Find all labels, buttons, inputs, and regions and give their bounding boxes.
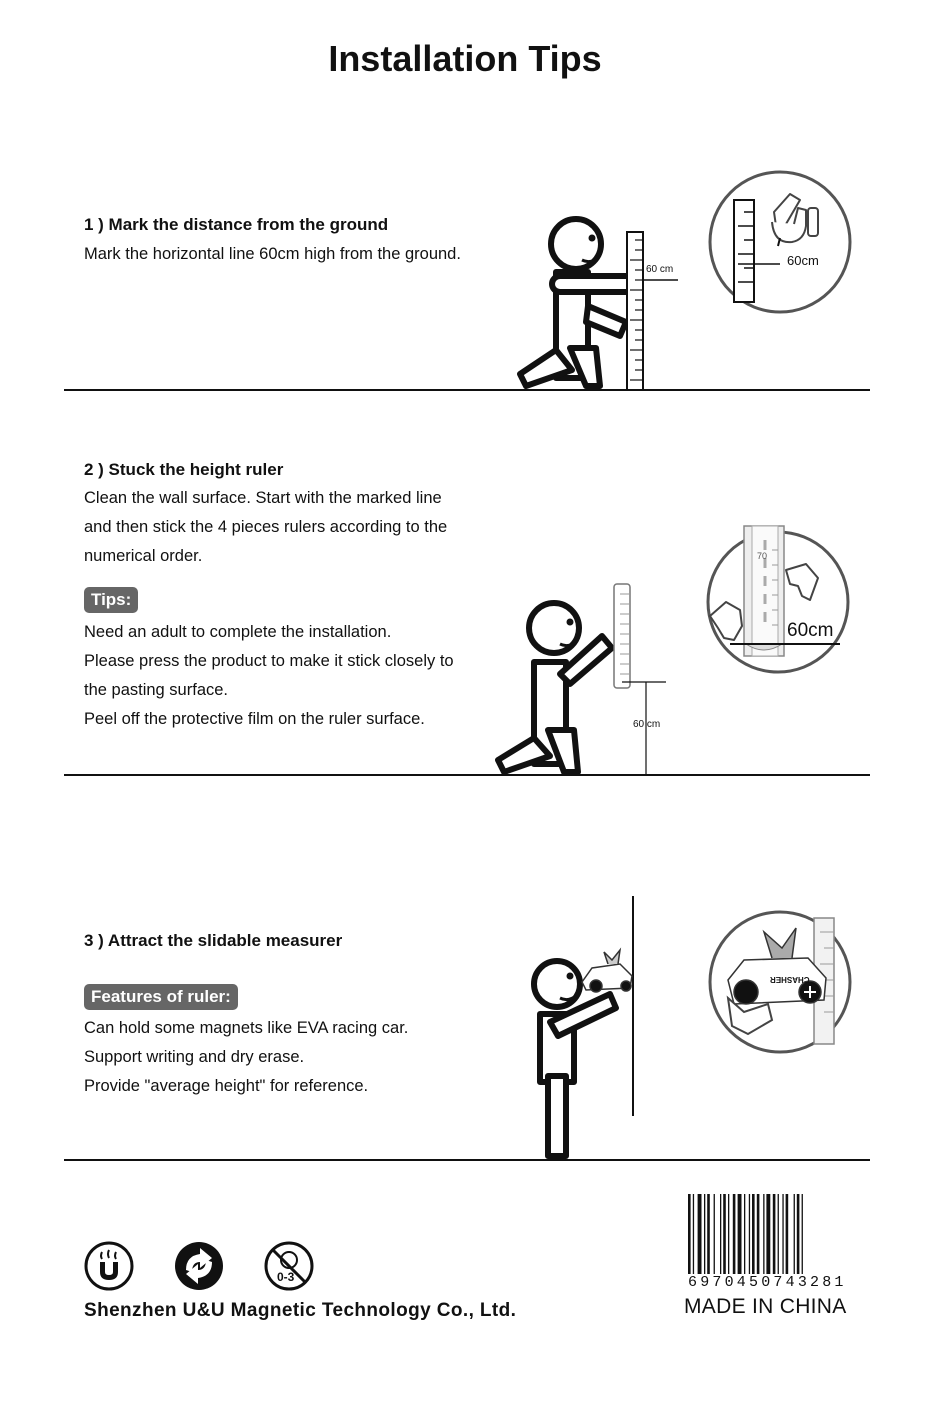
page-title: Installation Tips xyxy=(328,38,602,79)
step1-ruler-label: 60 cm xyxy=(646,264,674,275)
barcode-bar xyxy=(802,1194,803,1274)
tip-4: Peel off the protective film on the ruler surface. xyxy=(84,710,425,728)
step2-ruler-label: 60 cm xyxy=(633,719,661,730)
step1-zoom-label: 60cm xyxy=(787,253,819,268)
barcode-bar xyxy=(749,1194,750,1274)
step2-text-1: Clean the wall surface. Start with the marked line xyxy=(84,489,442,507)
step2-text-2: and then stick the 4 pieces rulers according to the xyxy=(84,518,448,536)
step1-title: 1 ) Mark the distance from the ground xyxy=(84,215,389,234)
step2-zoom-label: 60cm xyxy=(787,620,834,641)
barcode-bar xyxy=(794,1194,795,1274)
tip-2: Please press the product to make it stick closely to xyxy=(84,652,454,670)
barcode-number: 6970450743281 xyxy=(688,1274,847,1291)
barcode-bar xyxy=(728,1194,729,1274)
feature-2: Support writing and dry erase. xyxy=(84,1048,305,1066)
step2-text-3: numerical order. xyxy=(84,547,203,565)
barcode-bar xyxy=(797,1194,800,1274)
barcode-bar xyxy=(766,1194,770,1274)
tips-badge: Tips: xyxy=(84,587,138,613)
tip-3: the pasting surface. xyxy=(84,681,229,699)
barcode-bar xyxy=(773,1194,776,1274)
magnet-warning-icon xyxy=(86,1243,132,1289)
step1-text: Mark the horizontal line 60cm high from the ground. xyxy=(84,245,461,263)
company-name: Shenzhen U&U Magnetic Technology Co., Ltd. xyxy=(84,1300,517,1321)
barcode-bar xyxy=(782,1194,783,1274)
step2-title: 2 ) Stuck the height ruler xyxy=(84,460,284,479)
footer-icons xyxy=(84,1240,316,1292)
step1-kneeling-figure-illustration xyxy=(500,200,700,400)
barcode-bar xyxy=(704,1194,705,1274)
barcode-bar xyxy=(714,1194,715,1274)
step3-standing-figure-illustration xyxy=(520,890,680,1170)
origin-label: MADE IN CHINA xyxy=(684,1295,847,1318)
step1-zoom-circle-illustration xyxy=(708,164,852,320)
car-brand-text: CHASHER xyxy=(770,975,810,984)
barcode-image xyxy=(688,1194,842,1274)
divider-2 xyxy=(64,774,870,776)
recycle-icon xyxy=(175,1242,223,1290)
feature-3: Provide "average height" for reference. xyxy=(84,1077,369,1095)
divider-3 xyxy=(64,1159,870,1161)
barcode-bar xyxy=(723,1194,726,1274)
barcode-bar xyxy=(786,1194,789,1274)
features-badge: Features of ruler: xyxy=(84,984,238,1010)
barcode-bar xyxy=(744,1194,745,1274)
step2-zoom-circle-illustration xyxy=(706,530,850,674)
step2-zoom-mark: 70 xyxy=(757,551,768,561)
barcode-bar xyxy=(738,1194,742,1274)
barcode-bar xyxy=(720,1194,721,1274)
step2-kneeling-figure-illustration xyxy=(490,578,690,778)
barcode-bar xyxy=(688,1194,691,1274)
barcode-bar xyxy=(707,1194,710,1274)
feature-1: Can hold some magnets like EVA racing car. xyxy=(84,1019,409,1037)
barcode-bar xyxy=(763,1194,764,1274)
barcode-bar xyxy=(757,1194,760,1274)
barcode-bar xyxy=(752,1194,755,1274)
barcode-bar xyxy=(693,1194,694,1274)
barcode-bar xyxy=(778,1194,779,1274)
age-label: 0-3 xyxy=(277,1270,295,1284)
barcode-bar xyxy=(698,1194,702,1274)
tip-1: Need an adult to complete the installation. xyxy=(84,623,392,641)
divider-1 xyxy=(64,389,870,391)
barcode-bar xyxy=(733,1194,736,1274)
step3-title: 3 ) Attract the slidable measurer xyxy=(84,931,343,950)
